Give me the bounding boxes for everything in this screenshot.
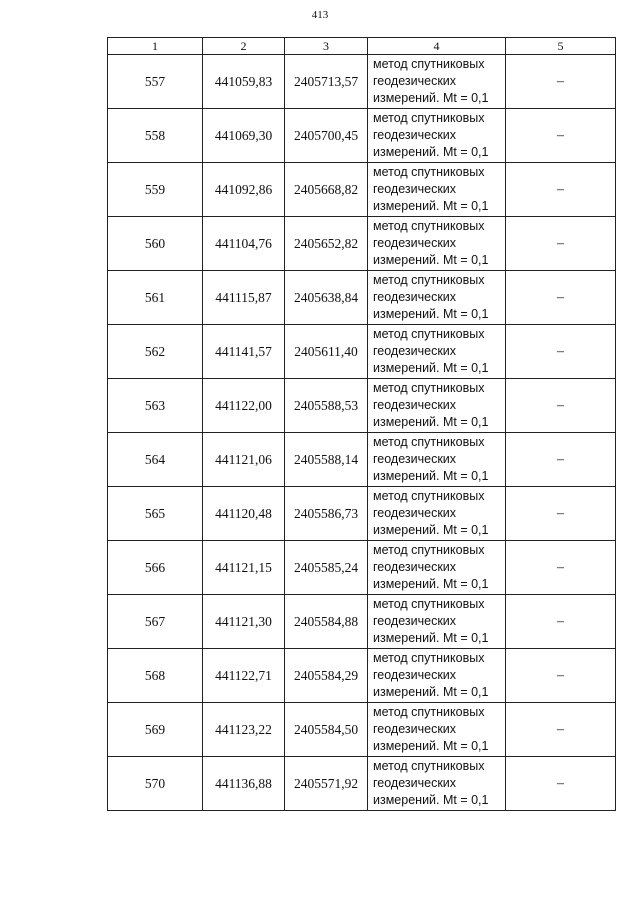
point-number-cell: 562: [108, 325, 203, 379]
method-cell: [368, 649, 506, 703]
method-line: измерений. Mt = 0,1: [373, 415, 489, 429]
method-line: измерений. Mt = 0,1: [373, 793, 489, 807]
y-coordinate-cell: 2405571,92: [285, 757, 368, 811]
method-line: геодезических: [373, 74, 457, 88]
method-cell: [368, 595, 506, 649]
header-row: [108, 38, 616, 55]
note-cell: –: [506, 595, 616, 649]
point-number-cell: 560: [108, 217, 203, 271]
method-line: геодезических: [373, 452, 457, 466]
x-coordinate-cell: 441123,22: [203, 703, 285, 757]
coordinates-table: [107, 37, 616, 811]
y-coordinate-cell: 2405584,88: [285, 595, 368, 649]
y-coordinate-cell: 2405588,53: [285, 379, 368, 433]
column-header: 2: [203, 38, 285, 55]
method-line: метод спутниковых: [373, 597, 485, 611]
y-coordinate-cell: 2405713,57: [285, 55, 368, 109]
y-coordinate-cell: 2405584,50: [285, 703, 368, 757]
y-coordinate-cell: 2405586,73: [285, 487, 368, 541]
method-line: измерений. Mt = 0,1: [373, 361, 489, 375]
method-line: геодезических: [373, 398, 457, 412]
x-coordinate-cell: 441122,71: [203, 649, 285, 703]
table-row: [108, 271, 616, 325]
method-line: метод спутниковых: [373, 489, 485, 503]
table-row: [108, 433, 616, 487]
method-line: измерений. Mt = 0,1: [373, 523, 489, 537]
x-coordinate-cell: 441121,15: [203, 541, 285, 595]
x-coordinate-cell: 441120,48: [203, 487, 285, 541]
method-cell: [368, 541, 506, 595]
table-row: [108, 217, 616, 271]
point-number-cell: 558: [108, 109, 203, 163]
point-number-cell: 559: [108, 163, 203, 217]
method-cell: [368, 163, 506, 217]
note-cell: –: [506, 163, 616, 217]
table-row: [108, 163, 616, 217]
method-line: геодезических: [373, 722, 457, 736]
table-row: [108, 757, 616, 811]
y-coordinate-cell: 2405611,40: [285, 325, 368, 379]
method-line: измерений. Mt = 0,1: [373, 685, 489, 699]
point-number-cell: 566: [108, 541, 203, 595]
method-line: геодезических: [373, 236, 457, 250]
method-line: метод спутниковых: [373, 111, 485, 125]
method-line: геодезических: [373, 668, 457, 682]
x-coordinate-cell: 441092,86: [203, 163, 285, 217]
method-line: измерений. Mt = 0,1: [373, 91, 489, 105]
method-cell: [368, 325, 506, 379]
method-cell: [368, 109, 506, 163]
method-line: геодезических: [373, 506, 457, 520]
x-coordinate-cell: 441121,06: [203, 433, 285, 487]
method-line: геодезических: [373, 290, 457, 304]
method-line: метод спутниковых: [373, 705, 485, 719]
note-cell: –: [506, 271, 616, 325]
method-line: метод спутниковых: [373, 327, 485, 341]
method-line: измерений. Mt = 0,1: [373, 631, 489, 645]
method-line: измерений. Mt = 0,1: [373, 739, 489, 753]
point-number-cell: 568: [108, 649, 203, 703]
y-coordinate-cell: 2405700,45: [285, 109, 368, 163]
method-cell: [368, 217, 506, 271]
method-cell: [368, 487, 506, 541]
table-row: [108, 379, 616, 433]
method-line: измерений. Mt = 0,1: [373, 577, 489, 591]
method-cell: [368, 703, 506, 757]
column-header: 3: [285, 38, 368, 55]
table-row: [108, 595, 616, 649]
point-number-cell: 557: [108, 55, 203, 109]
method-line: метод спутниковых: [373, 219, 485, 233]
y-coordinate-cell: 2405584,29: [285, 649, 368, 703]
method-cell: [368, 757, 506, 811]
note-cell: –: [506, 217, 616, 271]
method-line: метод спутниковых: [373, 381, 485, 395]
note-cell: –: [506, 109, 616, 163]
method-line: метод спутниковых: [373, 435, 485, 449]
method-line: измерений. Mt = 0,1: [373, 199, 489, 213]
x-coordinate-cell: 441104,76: [203, 217, 285, 271]
point-number-cell: 563: [108, 379, 203, 433]
note-cell: –: [506, 541, 616, 595]
column-header: 1: [108, 38, 203, 55]
method-cell: [368, 271, 506, 325]
table-row: [108, 703, 616, 757]
method-line: геодезических: [373, 776, 457, 790]
note-cell: –: [506, 433, 616, 487]
method-cell: [368, 433, 506, 487]
y-coordinate-cell: 2405588,14: [285, 433, 368, 487]
method-line: измерений. Mt = 0,1: [373, 145, 489, 159]
point-number-cell: 569: [108, 703, 203, 757]
table-row: [108, 487, 616, 541]
point-number-cell: 564: [108, 433, 203, 487]
method-line: геодезических: [373, 182, 457, 196]
note-cell: –: [506, 325, 616, 379]
method-line: метод спутниковых: [373, 651, 485, 665]
x-coordinate-cell: 441121,30: [203, 595, 285, 649]
column-header: 5: [506, 38, 616, 55]
x-coordinate-cell: 441136,88: [203, 757, 285, 811]
note-cell: –: [506, 703, 616, 757]
page-number: 413: [311, 9, 329, 21]
table-row: [108, 649, 616, 703]
method-line: метод спутниковых: [373, 273, 485, 287]
y-coordinate-cell: 2405668,82: [285, 163, 368, 217]
x-coordinate-cell: 441069,30: [203, 109, 285, 163]
point-number-cell: 570: [108, 757, 203, 811]
note-cell: –: [506, 55, 616, 109]
y-coordinate-cell: 2405638,84: [285, 271, 368, 325]
x-coordinate-cell: 441059,83: [203, 55, 285, 109]
column-header: 4: [368, 38, 506, 55]
method-line: измерений. Mt = 0,1: [373, 469, 489, 483]
note-cell: –: [506, 379, 616, 433]
note-cell: –: [506, 649, 616, 703]
point-number-cell: 567: [108, 595, 203, 649]
x-coordinate-cell: 441122,00: [203, 379, 285, 433]
x-coordinate-cell: 441115,87: [203, 271, 285, 325]
table-row: [108, 325, 616, 379]
method-cell: [368, 379, 506, 433]
y-coordinate-cell: 2405652,82: [285, 217, 368, 271]
y-coordinate-cell: 2405585,24: [285, 541, 368, 595]
method-line: геодезических: [373, 614, 457, 628]
table-row: [108, 109, 616, 163]
method-line: геодезических: [373, 344, 457, 358]
method-line: метод спутниковых: [373, 543, 485, 557]
method-line: метод спутниковых: [373, 759, 485, 773]
method-line: измерений. Mt = 0,1: [373, 307, 489, 321]
method-cell: [368, 55, 506, 109]
table-row: [108, 55, 616, 109]
x-coordinate-cell: 441141,57: [203, 325, 285, 379]
note-cell: –: [506, 757, 616, 811]
method-line: метод спутниковых: [373, 57, 485, 71]
method-line: геодезических: [373, 560, 457, 574]
table-row: [108, 541, 616, 595]
method-line: измерений. Mt = 0,1: [373, 253, 489, 267]
method-line: метод спутниковых: [373, 165, 485, 179]
point-number-cell: 565: [108, 487, 203, 541]
note-cell: –: [506, 487, 616, 541]
method-line: геодезических: [373, 128, 457, 142]
point-number-cell: 561: [108, 271, 203, 325]
